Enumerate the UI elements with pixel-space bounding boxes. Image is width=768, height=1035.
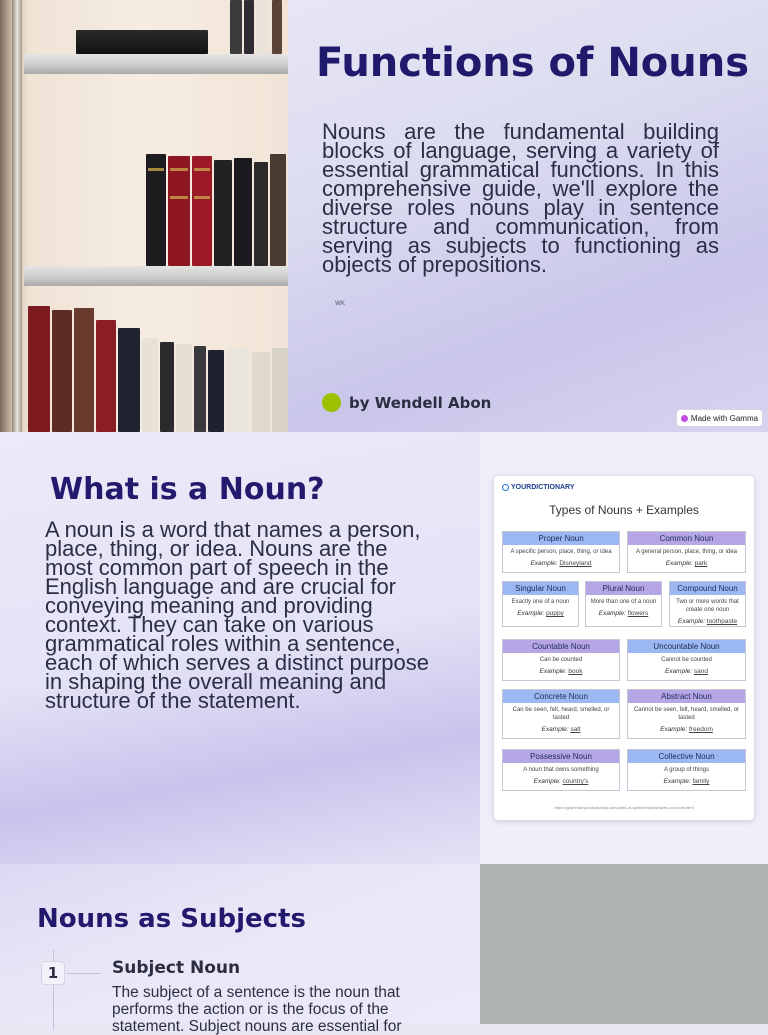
step-title: Subject Noun xyxy=(112,958,241,978)
card-header: Countable Noun xyxy=(503,640,619,653)
infographic-title: Types of Nouns + Examples xyxy=(549,503,699,517)
card-example: Example: sand xyxy=(664,668,708,675)
author-byline xyxy=(322,393,491,412)
card-description: Two or more words that create one noun xyxy=(676,599,739,613)
card-header: Proper Noun xyxy=(503,532,619,545)
card-example: Example: country's xyxy=(533,778,589,785)
logo-ring-icon xyxy=(502,484,509,491)
card-description: Cannot be seen, felt, heard, smelled, or tasted xyxy=(633,707,740,721)
card-header: Collective Noun xyxy=(628,750,745,763)
card-description: A general person, place, thing, or idea xyxy=(635,549,738,555)
card-description: Cannot be counted xyxy=(661,657,712,663)
section-title: What is a Noun? xyxy=(50,472,325,507)
yourdictionary-logo xyxy=(502,484,575,491)
title-slide xyxy=(0,0,768,432)
noun-type-card xyxy=(669,581,746,627)
image-placeholder xyxy=(480,864,768,1024)
card-description: More than one of a noun xyxy=(590,599,657,605)
card-example: Example: flowers xyxy=(598,610,649,617)
step-number-badge: 1 xyxy=(41,961,65,985)
card-header: Common Noun xyxy=(628,532,745,545)
made-with-gamma-badge[interactable] xyxy=(676,409,763,427)
card-header: Abstract Noun xyxy=(628,690,745,703)
author-avatar xyxy=(322,393,341,412)
card-header: Plural Noun xyxy=(586,582,661,595)
card-example: Example: Disneyland xyxy=(530,560,592,567)
card-example: Example: salt xyxy=(541,726,581,733)
noun-type-card xyxy=(585,581,662,627)
card-header: Concrete Noun xyxy=(503,690,619,703)
noun-type-card xyxy=(502,531,620,573)
card-header: Singular Noun xyxy=(503,582,578,595)
section-title: Nouns as Subjects xyxy=(37,904,306,934)
card-example: Example: book xyxy=(539,668,583,675)
nouns-as-subjects-slide xyxy=(0,864,768,1035)
card-example: Example: park xyxy=(665,560,708,567)
noun-type-card xyxy=(627,639,746,681)
step-connector xyxy=(66,973,101,974)
section-body: A noun is a word that names a person, place, thing, or idea. Nouns are the most common part of speech in the English language and are crucial for conveying meaning and providing context. They can take on various grammatical roles within a sentence, each of which serves a distinct purpose in shaping the overall meaning and structure of the statement. xyxy=(45,517,429,713)
card-description: Can be counted xyxy=(539,657,583,663)
card-example: Example: toothpaste xyxy=(677,618,738,625)
noun-type-card xyxy=(627,689,746,739)
noun-type-card xyxy=(502,689,620,739)
bookshelf-image xyxy=(0,0,288,432)
card-header: Uncountable Noun xyxy=(628,640,745,653)
noun-type-card xyxy=(627,749,746,791)
card-description: Can be seen, felt, heard, smelled, or tasted xyxy=(512,707,610,721)
card-header: Possessive Noun xyxy=(503,750,619,763)
card-example: Example: freedom xyxy=(660,726,713,733)
infographic-source-url: https://grammar.yourdictionary.com/parts-of-speech/nouns/types-of-nouns.html xyxy=(554,805,694,810)
badge-label: Made with Gamma xyxy=(690,413,759,423)
gamma-logo-icon xyxy=(681,415,688,422)
card-description: A specific person, place, thing, or idea xyxy=(510,549,612,555)
intro-paragraph: Nouns are the fundamental building blocks of language, serving a variety of essential grammatical functions. In this comprehensive guide, we'll explore the diverse roles nouns play in sentence structure and communication, from serving as subjects to functioning as objects of prepositions. xyxy=(322,119,719,277)
noun-type-card xyxy=(627,531,746,573)
card-example: Example: puppy xyxy=(517,610,564,617)
noun-type-card xyxy=(502,639,620,681)
noun-type-card xyxy=(502,581,579,627)
card-example: Example: family xyxy=(663,778,710,785)
card-description: A group of things xyxy=(663,767,710,773)
author-name: by Wendell Abon xyxy=(349,393,492,412)
step-description: The subject of a sentence is the noun that performs the action or is the focus of the statement. Subject nouns are essential for xyxy=(112,984,402,1035)
small-mark: WK xyxy=(335,300,345,307)
types-of-nouns-infographic xyxy=(494,476,754,820)
logo-text: YOURDICTIONARY xyxy=(511,484,575,491)
noun-type-card xyxy=(502,749,620,791)
card-header: Compound Noun xyxy=(670,582,745,595)
card-description: A noun that owns something xyxy=(523,767,599,773)
presentation-title: Functions of Nouns xyxy=(316,40,750,86)
card-description: Exactly one of a noun xyxy=(511,599,570,605)
